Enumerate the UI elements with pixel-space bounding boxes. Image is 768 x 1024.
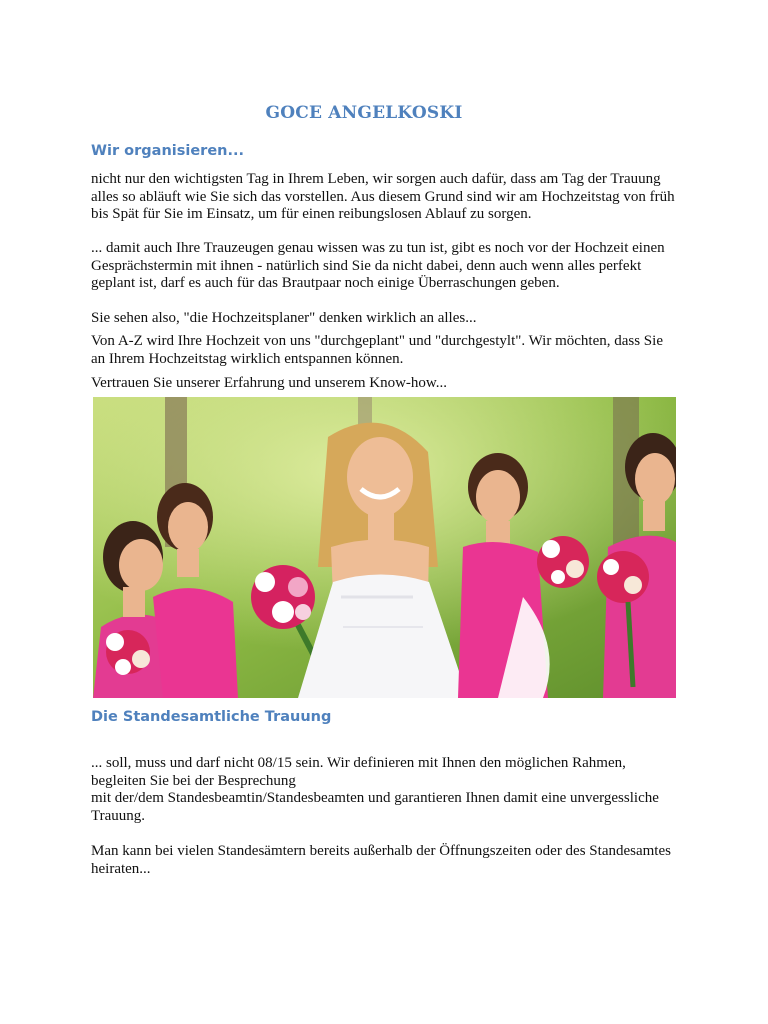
text-line: Von A-Z wird Ihre Hochzeit von uns "durchgeplant" und "durchgestylt". Wir möchten, dass Sie [91,333,663,349]
text-line: mit der/dem Standesbeamtin/Standesbeamten und garantieren Ihnen damit eine unvergessliche [91,790,659,806]
bouquet-right-center [537,536,589,588]
text-line: bis Spät für Sie im Einsatz, um für einen reibungslosen Ablauf zu sorgen. [91,206,532,222]
wedding-photo-illustration [93,397,676,698]
text-line: ... soll, muss und darf nicht 08/15 sein. Wir definieren mit Ihnen den möglichen Rahmen, [91,755,626,771]
text-line: Vertrauen Sie unserer Erfahrung und unserem Know-how... [91,375,448,391]
paragraph-oeffnungszeiten [91,843,681,878]
paragraph-hochzeitsplaner [91,310,681,328]
text-line: geplant ist, darf es auch für das Brautpaar noch einige Überraschungen geben. [91,275,560,291]
text-line: alles so abläuft wie Sie sich das vorstellen. Aus diesem Grund sind wir am Hochzeitstag von früh [91,188,675,205]
text-line: nicht nur den wichtigsten Tag in Ihrem Leben, wir sorgen auch dafür, dass am Tag der Trauung [91,171,661,187]
paragraph-standesamt [91,755,681,825]
text-line: Trauung. [91,807,146,824]
paragraph-a-z [91,333,681,368]
text-line: begleiten Sie bei der Besprechung [91,772,296,789]
paragraph-trauzeugen [91,240,681,293]
text-line: Man kann bei vielen Standesämtern bereits außerhalb der Öffnungszeiten oder des Standesamtes [91,843,671,859]
text-line: ... damit auch Ihre Trauzeugen genau wissen was zu tun ist, gibt es noch vor der Hochzeit einen [91,240,665,256]
paragraph-vertrauen [91,375,681,393]
wedding-photo [93,397,676,698]
paragraph-intro [91,171,681,224]
text-line: Sie sehen also, "die Hochzeitsplaner" denken wirklich an alles... [91,310,477,326]
section-heading-organisieren: Wir organisieren... [91,143,245,159]
document-title: GOCE ANGELKOSKI [265,103,463,123]
text-line: an Ihrem Hochzeitstag wirklich entspannen können. [91,350,404,367]
text-line: heiraten... [91,860,151,877]
text-line: Gesprächstermin mit ihnen - natürlich sind Sie da nicht dabei, denn auch wenn alles perfekt [91,257,642,274]
section-heading-standesamt: Die Standesamtliche Trauung [91,709,332,725]
